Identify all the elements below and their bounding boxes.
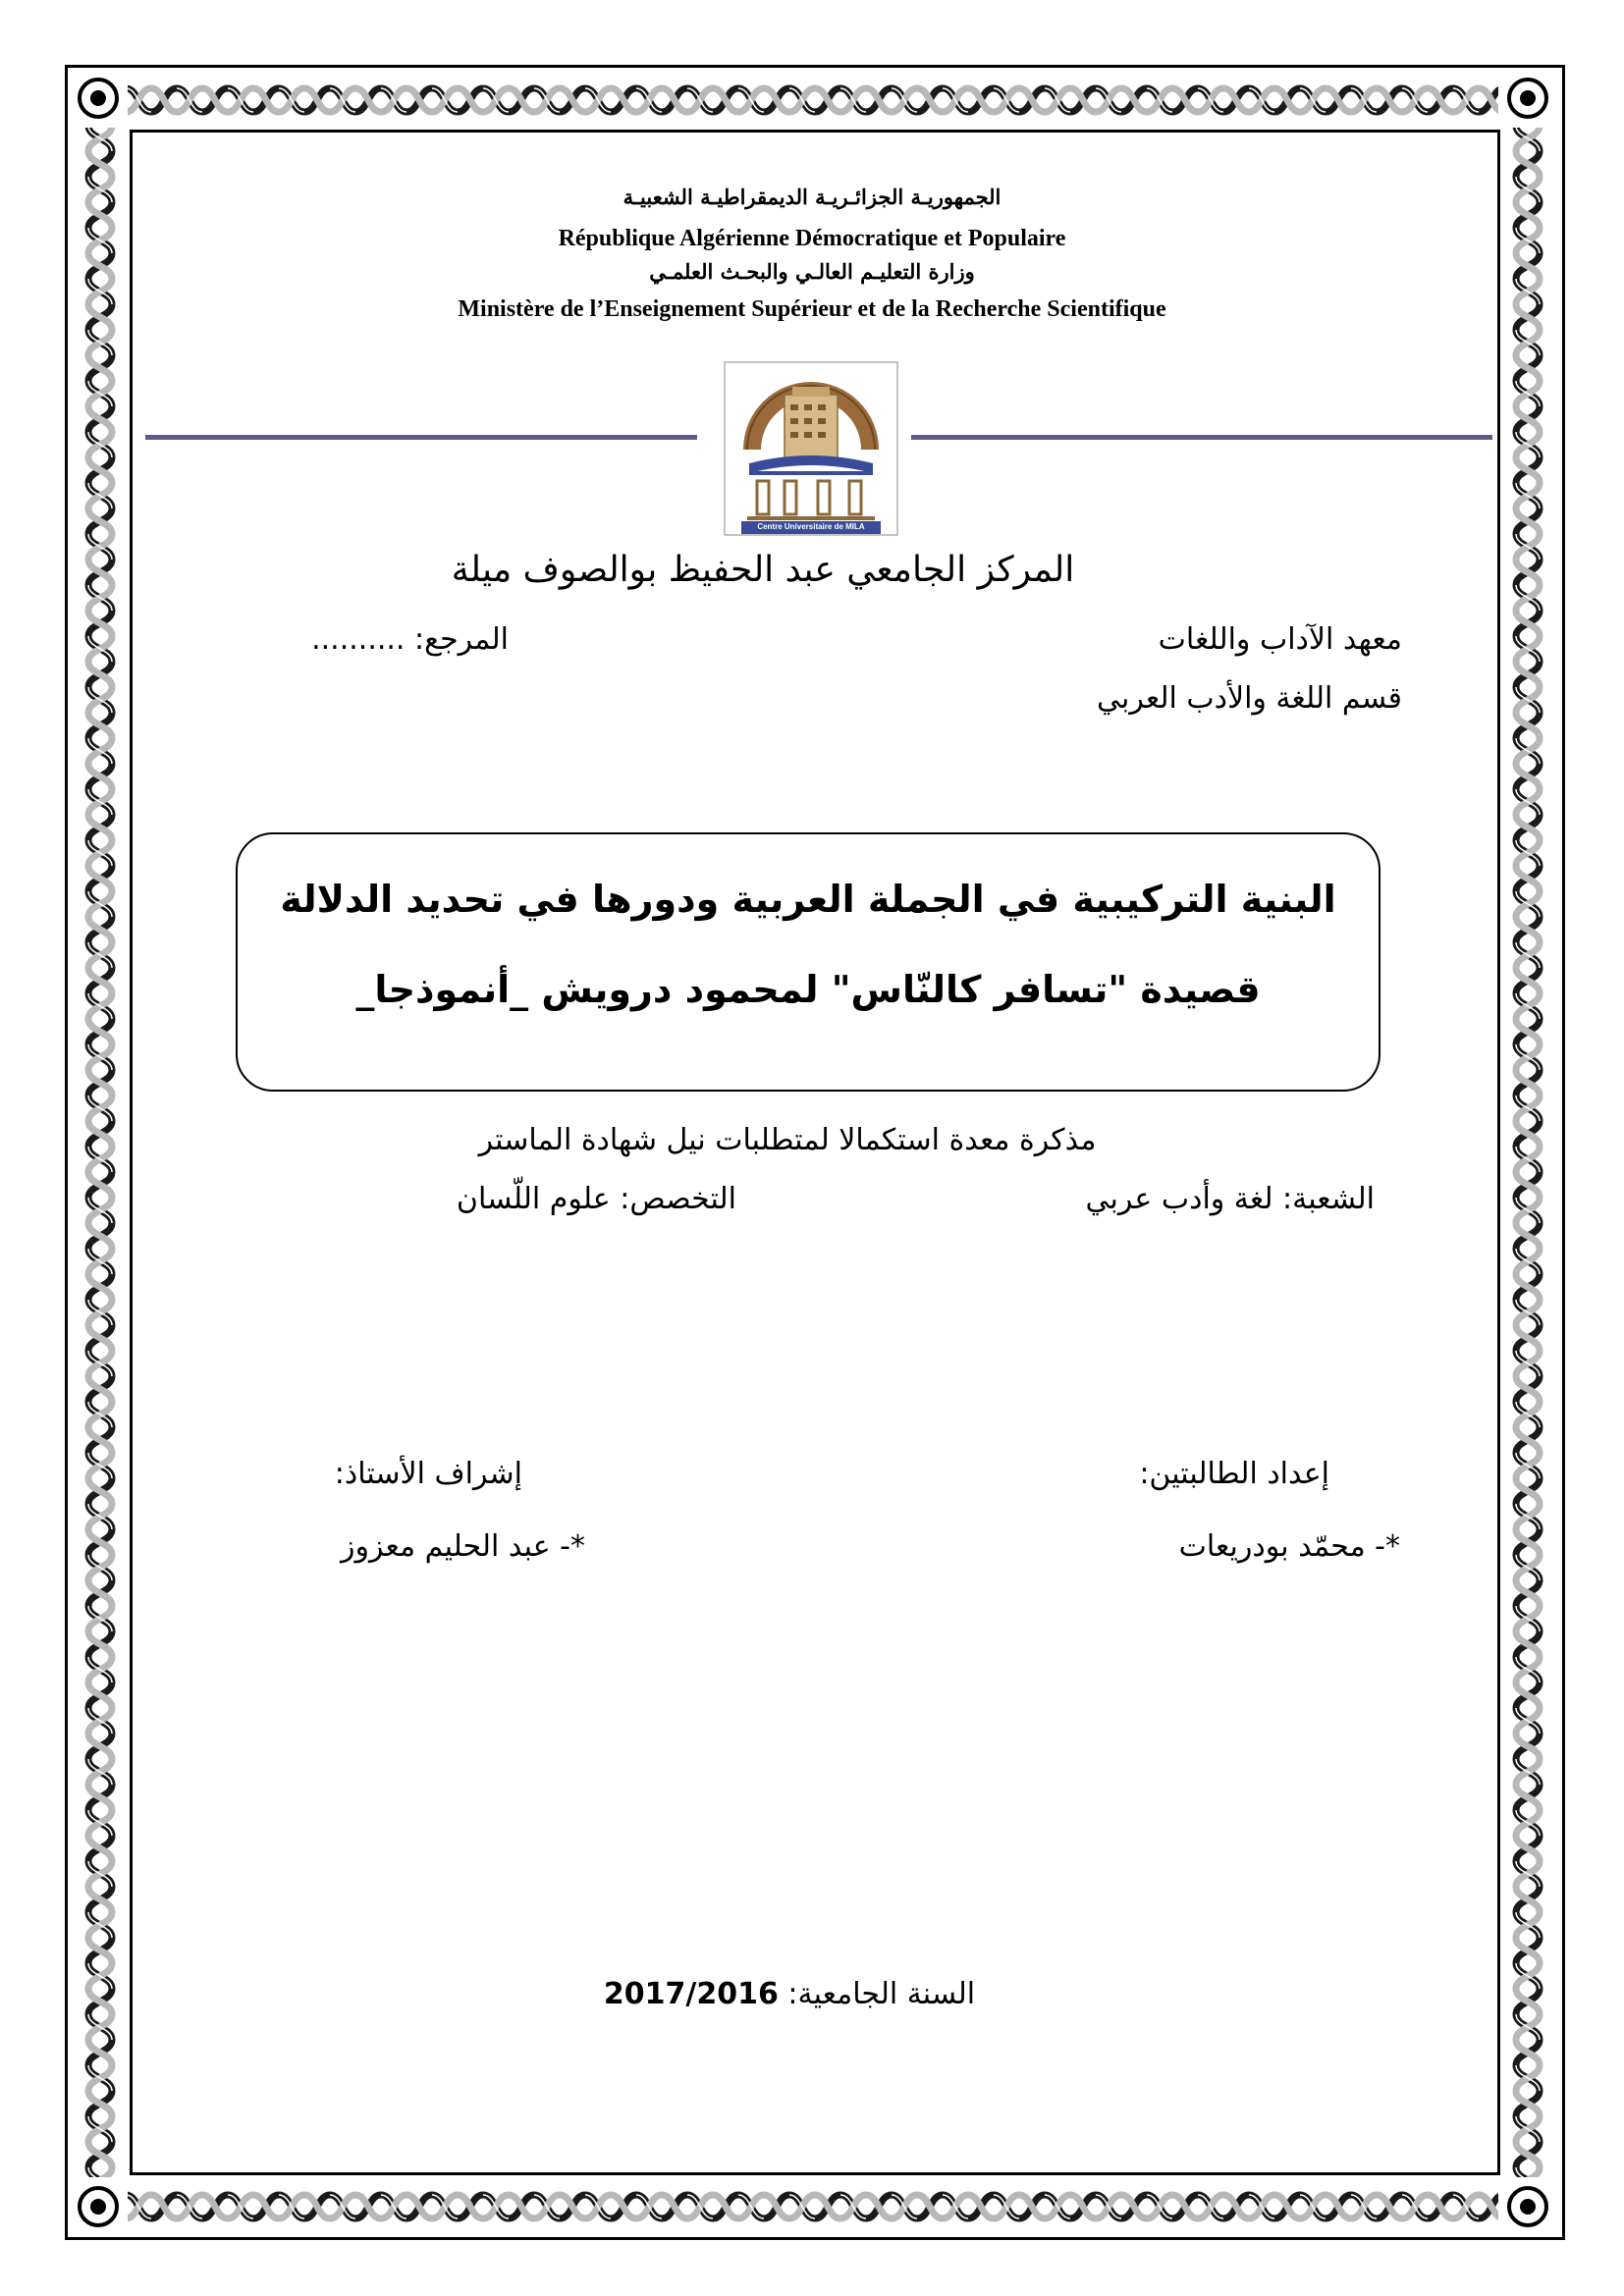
border-corner-bottom-left bbox=[69, 2177, 128, 2236]
branch-field: الشعبة: لغة وأدب عربي bbox=[1085, 1182, 1375, 1216]
supervisor-name: *- عبد الحليم معزوز bbox=[341, 1529, 585, 1564]
supervisor-label: إشراف الأستاذ: bbox=[334, 1457, 522, 1491]
border-band-right bbox=[1498, 126, 1557, 2179]
border-corner-top-right bbox=[1498, 69, 1557, 128]
ministry-name-french: Ministère de l’Enseignement Supérieur et de la Recherche Scientifique bbox=[458, 296, 1166, 322]
institute-name: معهد الآداب واللغات bbox=[1158, 622, 1402, 657]
ministry-name-arabic: وزارة التعليـم العالـي والبحـث العلمـي bbox=[649, 259, 975, 284]
institution-name: المركز الجامعي عبد الحفيظ بوالصوف ميلة bbox=[451, 550, 1075, 590]
academic-year-label: السنة الجامعية: bbox=[787, 1977, 976, 2011]
thesis-purpose: مذكرة معدة استكمالا لمتطلبات نيل شهادة الماستر bbox=[478, 1123, 1097, 1157]
thesis-title-box bbox=[236, 832, 1380, 1092]
republic-name-arabic: الجمهوريـة الجزائـريـة الديمقراطيـة الشعبيـة bbox=[623, 185, 1001, 209]
border-corner-bottom-right bbox=[1498, 2177, 1557, 2236]
students-label: إعداد الطالبتين: bbox=[1139, 1457, 1329, 1491]
academic-year-value: 2017/2016 bbox=[603, 1977, 779, 2011]
border-band-left bbox=[71, 126, 130, 2179]
border-corner-top-left bbox=[69, 69, 128, 128]
reference-number: المرجع: .......... bbox=[311, 622, 509, 657]
logo-caption: Centre Universitaire de MILA bbox=[757, 522, 865, 531]
thesis-title-line-2: قصيدة "تسافر كالنّاس" لمحمود درويش _أنموذجا_ bbox=[355, 968, 1261, 1011]
border-band-top bbox=[126, 71, 1498, 130]
header-rule-right bbox=[911, 435, 1492, 440]
header-rule-left bbox=[145, 435, 697, 440]
student-name: *- محمّد بودريعات bbox=[1178, 1529, 1400, 1564]
university-building-logo bbox=[724, 361, 898, 536]
republic-name-french: République Algérienne Démocratique et Populaire bbox=[558, 226, 1066, 251]
border-band-bottom bbox=[126, 2177, 1498, 2236]
academic-year bbox=[564, 1977, 1015, 2011]
department-name: قسم اللغة والأدب العربي bbox=[1096, 681, 1402, 716]
thesis-title-line-1: البنية التركيبية في الجملة العربية ودورها في تحديد الدلالة bbox=[280, 878, 1336, 921]
specialty-field: التخصص: علوم اللّسان bbox=[456, 1182, 736, 1216]
